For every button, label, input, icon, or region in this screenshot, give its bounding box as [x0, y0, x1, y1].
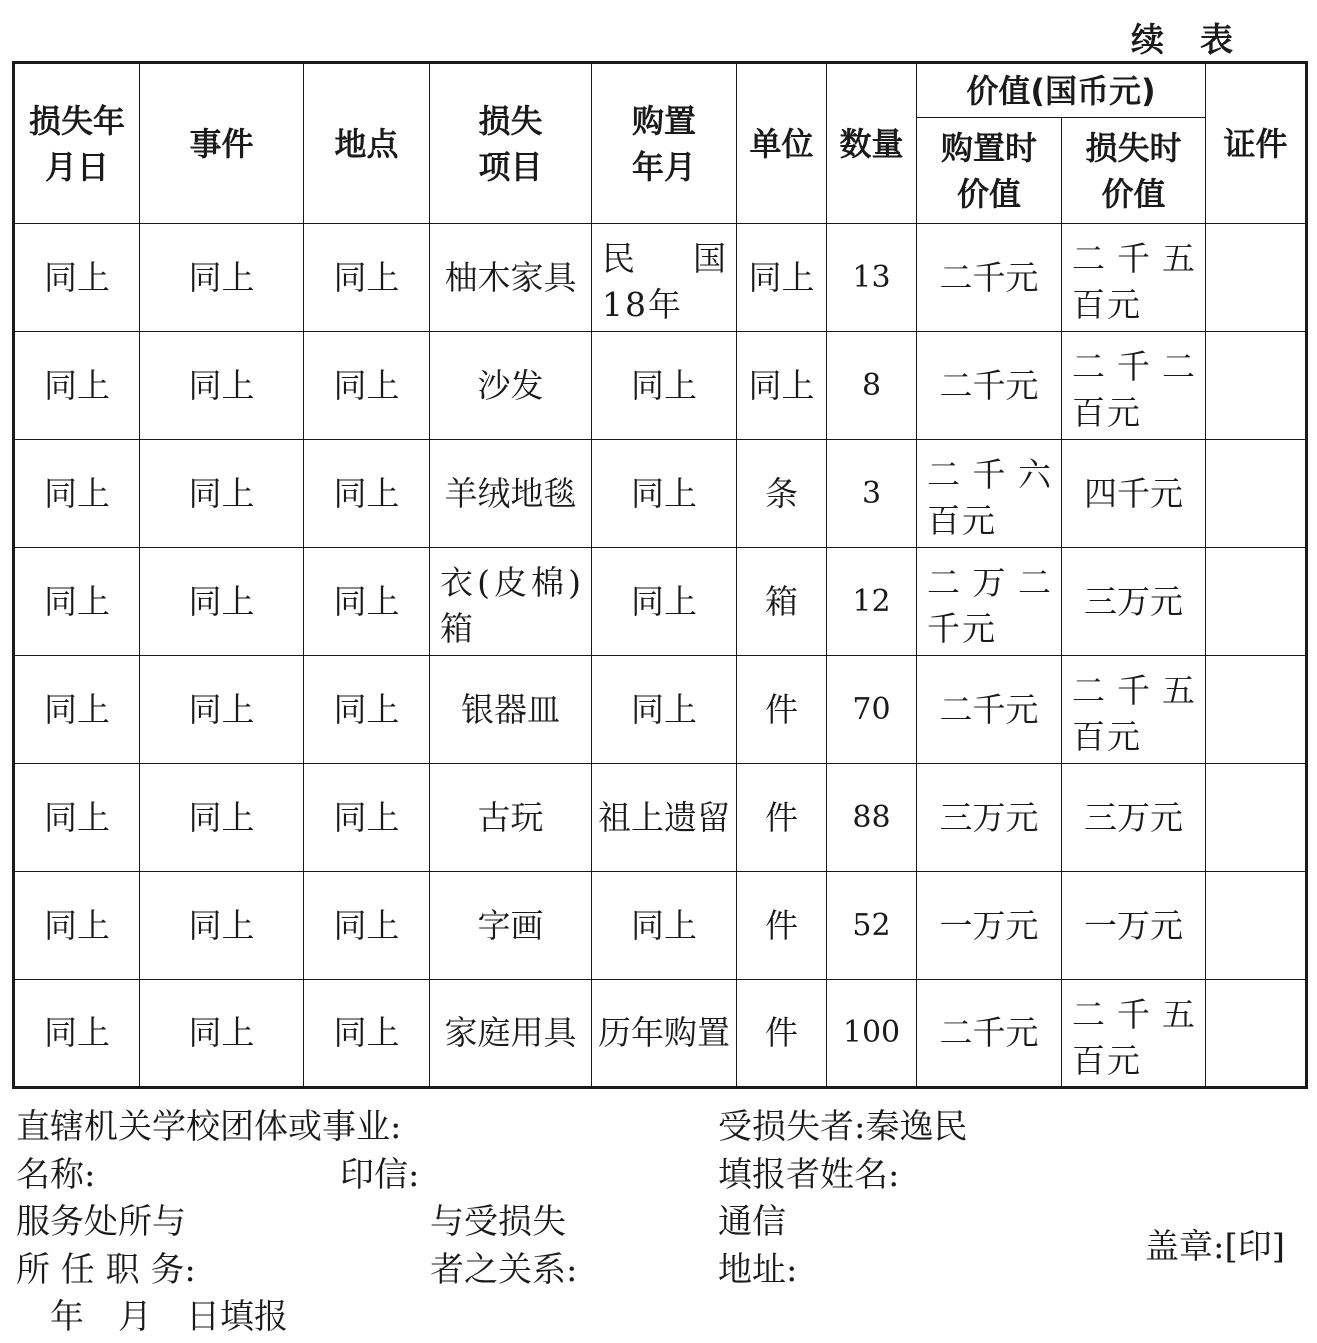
header-purchase-date	[592, 63, 737, 224]
cell-value-at-loss: 三万元	[1062, 548, 1206, 656]
cell-quantity: 70	[827, 656, 917, 764]
seal-label: 印信:	[340, 1155, 420, 1195]
cell-place: 同上	[304, 656, 430, 764]
cell-purchase-date: 同上	[592, 332, 737, 440]
header-loss-date	[14, 63, 140, 224]
cell-item: 柚木家具	[430, 224, 592, 332]
cell-purchase-date: 同上	[592, 548, 737, 656]
cell-item: 衣(皮棉)箱	[430, 548, 592, 656]
cell-value-at-loss: 四千元	[1062, 440, 1206, 548]
cell-certificate	[1206, 224, 1307, 332]
loss-report-table	[12, 61, 1308, 1089]
victim-name: 受损失者:秦逸民	[718, 1107, 968, 1147]
cell-event: 同上	[140, 656, 304, 764]
cell-purchase-date: 同上	[592, 656, 737, 764]
cell-unit: 箱	[737, 548, 827, 656]
cell-loss-date: 同上	[14, 440, 140, 548]
cell-place: 同上	[304, 224, 430, 332]
header-item	[430, 63, 592, 224]
cell-unit: 条	[737, 440, 827, 548]
cell-value-at-purchase: 二千元	[917, 980, 1062, 1088]
header-value-group: 价值(国币元)	[917, 63, 1206, 118]
cell-value-at-purchase: 二万二千元	[917, 548, 1062, 656]
reporter-label: 填报者姓名:	[718, 1155, 900, 1195]
cell-certificate	[1206, 548, 1307, 656]
cell-place: 同上	[304, 440, 430, 548]
header-unit: 单位	[737, 63, 827, 224]
relation-label-2: 者之关系:	[430, 1250, 578, 1290]
header-loss-date-text: 损失年月日	[28, 101, 125, 186]
table-row	[14, 656, 1307, 764]
cell-quantity: 88	[827, 764, 917, 872]
service-label: 服务处所与	[16, 1202, 186, 1242]
cell-purchase-date: 祖上遗留	[592, 764, 737, 872]
cell-certificate	[1206, 440, 1307, 548]
cell-value-at-purchase: 三万元	[917, 764, 1062, 872]
cell-unit: 同上	[737, 224, 827, 332]
relation-label-1: 与受损失	[430, 1202, 566, 1242]
cell-item: 沙发	[430, 332, 592, 440]
header-value-at-purchase-text: 购置时价值	[940, 128, 1037, 213]
header-event: 事件	[140, 63, 304, 224]
cell-unit: 件	[737, 764, 827, 872]
cell-event: 同上	[140, 224, 304, 332]
cell-item: 家庭用具	[430, 980, 592, 1088]
cell-unit: 件	[737, 872, 827, 980]
cell-quantity: 12	[827, 548, 917, 656]
page-title: 续表	[1131, 20, 1269, 59]
cell-value-at-loss: 二千五百元	[1062, 656, 1206, 764]
cell-certificate	[1206, 980, 1307, 1088]
cell-item: 字画	[430, 872, 592, 980]
cell-item: 羊绒地毯	[430, 440, 592, 548]
header-place: 地点	[304, 63, 430, 224]
cell-value-at-purchase: 一万元	[917, 872, 1062, 980]
cell-purchase-date: 民国 18年	[592, 224, 737, 332]
cell-certificate	[1206, 764, 1307, 872]
cell-unit: 件	[737, 656, 827, 764]
cell-value-at-loss: 一万元	[1062, 872, 1206, 980]
cell-certificate	[1206, 872, 1307, 980]
report-date-line: 年 月 日填报	[50, 1297, 288, 1337]
cell-place: 同上	[304, 764, 430, 872]
cell-purchase-date: 同上	[592, 440, 737, 548]
header-value-at-loss	[1062, 118, 1206, 224]
address-label-2: 地址:	[718, 1250, 798, 1290]
cell-item: 银器皿	[430, 656, 592, 764]
cell-place: 同上	[304, 332, 430, 440]
cell-event: 同上	[140, 332, 304, 440]
cell-loss-date: 同上	[14, 764, 140, 872]
cell-purchase-date: 历年购置	[592, 980, 737, 1088]
header-value-at-loss-text: 损失时价值	[1085, 128, 1182, 213]
table-row	[14, 980, 1307, 1088]
name-label: 名称:	[16, 1155, 96, 1195]
cell-quantity: 3	[827, 440, 917, 548]
position-label: 所 任 职 务:	[16, 1250, 196, 1290]
cell-loss-date: 同上	[14, 656, 140, 764]
cell-event: 同上	[140, 872, 304, 980]
cell-loss-date: 同上	[14, 548, 140, 656]
cell-item: 古玩	[430, 764, 592, 872]
cell-value-at-purchase: 二千元	[917, 656, 1062, 764]
cell-quantity: 13	[827, 224, 917, 332]
cell-event: 同上	[140, 440, 304, 548]
header-purchase-date-text: 购置年月	[631, 101, 696, 186]
table-row	[14, 764, 1307, 872]
cell-value-at-loss: 三万元	[1062, 764, 1206, 872]
stamp-mark: 盖章:[印]	[1145, 1227, 1285, 1267]
cell-value-at-loss: 二千二百元	[1062, 332, 1206, 440]
cell-quantity: 100	[827, 980, 917, 1088]
org-label: 直辖机关学校团体或事业:	[16, 1107, 402, 1147]
header-item-text: 损失项目	[478, 101, 543, 186]
cell-event: 同上	[140, 980, 304, 1088]
header-quantity: 数量	[827, 63, 917, 224]
cell-event: 同上	[140, 764, 304, 872]
table-row	[14, 872, 1307, 980]
header-certificate: 证件	[1206, 63, 1307, 224]
cell-place: 同上	[304, 980, 430, 1088]
cell-value-at-purchase: 二千元	[917, 332, 1062, 440]
cell-quantity: 8	[827, 332, 917, 440]
cell-value-at-loss: 二千五百元	[1062, 224, 1206, 332]
cell-place: 同上	[304, 872, 430, 980]
cell-certificate	[1206, 332, 1307, 440]
cell-loss-date: 同上	[14, 224, 140, 332]
cell-loss-date: 同上	[14, 872, 140, 980]
cell-loss-date: 同上	[14, 332, 140, 440]
cell-quantity: 52	[827, 872, 917, 980]
cell-unit: 件	[737, 980, 827, 1088]
cell-purchase-date: 同上	[592, 872, 737, 980]
table-row	[14, 440, 1307, 548]
cell-certificate	[1206, 656, 1307, 764]
cell-unit: 同上	[737, 332, 827, 440]
table-row	[14, 548, 1307, 656]
header-value-at-purchase	[917, 118, 1062, 224]
cell-event: 同上	[140, 548, 304, 656]
cell-place: 同上	[304, 548, 430, 656]
cell-value-at-purchase: 二千六百元	[917, 440, 1062, 548]
table-row	[14, 224, 1307, 332]
address-label-1: 通信	[718, 1202, 786, 1242]
cell-value-at-purchase: 二千元	[917, 224, 1062, 332]
table-row	[14, 332, 1307, 440]
cell-value-at-loss: 二千五百元	[1062, 980, 1206, 1088]
cell-loss-date: 同上	[14, 980, 140, 1088]
